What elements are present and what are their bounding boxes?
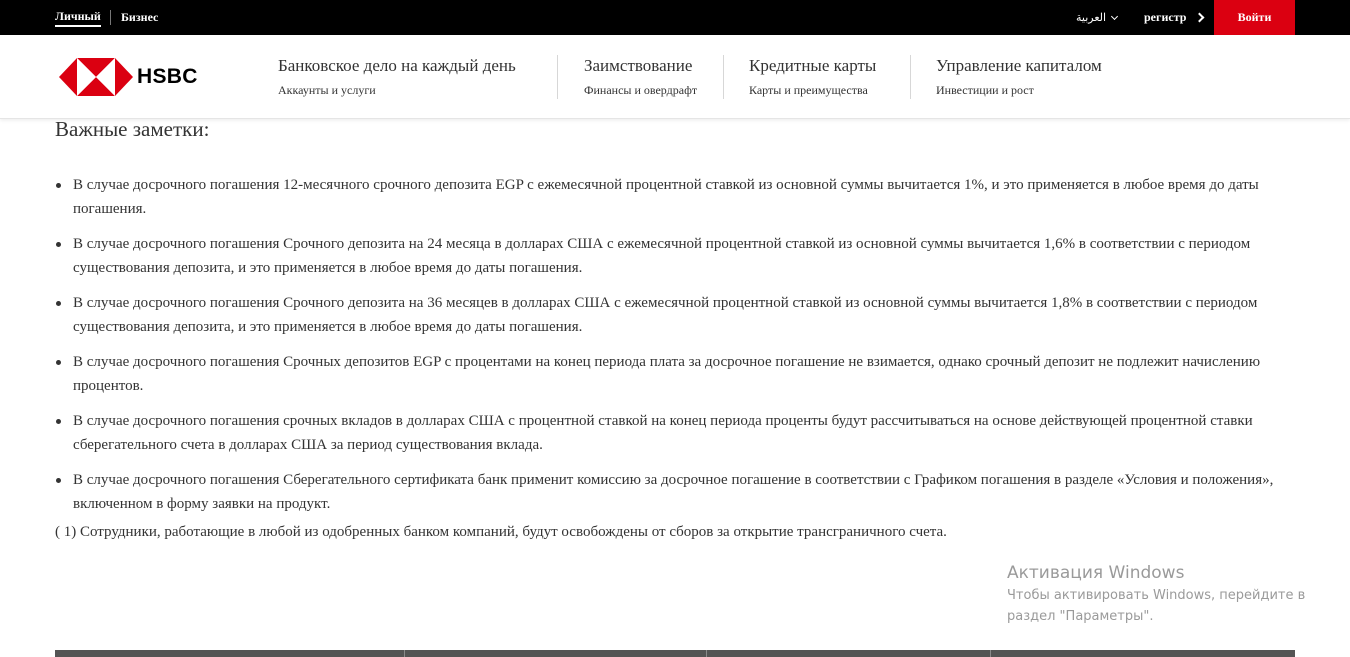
list-item: В случае досрочного погашения 12-месячного срочного депозита EGP с ежемесячной процентной ставкой из основной суммы вычитается 1%, и это применяется в любое время до даты погашения.: [55, 173, 1295, 221]
nav-title: Банковское дело на каждый день: [278, 56, 516, 75]
main-header: [0, 35, 1350, 119]
important-notes-section: [55, 117, 1295, 544]
nav-title: Заимствование: [584, 56, 693, 75]
watermark-line: раздел "Параметры".: [1007, 609, 1154, 624]
list-item: В случае досрочного погашения срочных вкладов в долларах США с процентной ставкой на конец периода проценты будут рассчитываться на основе действующей процентной ставки сберегательного счета в долларах США за период существования вклада.: [55, 409, 1295, 457]
brand-name: HSBC: [137, 65, 198, 88]
login-button[interactable]: Войти: [1214, 0, 1295, 35]
register-link[interactable]: [1144, 0, 1203, 35]
hsbc-logo-link[interactable]: [59, 57, 209, 97]
table-column-divider: [706, 650, 707, 657]
notes-list: [55, 173, 1295, 516]
watermark-line: Чтобы активировать Windows, перейдите в: [1007, 588, 1306, 603]
list-item: В случае досрочного погашения Срочного депозита на 36 месяцев в долларах США с ежемесячной процентной ставкой из основной суммы вычитается 1,8% в соответствии с периодом существования депозита, и это применяется в любое время до даты погашения.: [55, 291, 1295, 339]
nav-everyday-banking[interactable]: [278, 53, 516, 101]
windows-activation-watermark: [1007, 561, 1305, 627]
chevron-right-icon: [1195, 13, 1205, 23]
nav-borrowing[interactable]: [584, 53, 697, 101]
nav-subtitle: Карты и преимущества: [749, 83, 868, 97]
nav-divider: [723, 55, 724, 99]
footnote: ( 1) Сотрудники, работающие в любой из одобренных банком компаний, будут освобождены от сборов за открытие трансграничного счета.: [55, 524, 947, 540]
section-heading: Важные заметки:: [55, 117, 210, 141]
nav-credit-cards[interactable]: [749, 53, 876, 101]
nav-divider: [557, 55, 558, 99]
segment-personal-link[interactable]: [55, 0, 101, 35]
hsbc-hexagon-logo-icon: [59, 58, 133, 96]
nav-subtitle: Аккаунты и услуги: [278, 83, 376, 97]
nav-title: Кредитные карты: [749, 56, 877, 75]
register-label: регистр: [1144, 10, 1187, 24]
table-column-divider: [990, 650, 991, 657]
nav-wealth-management[interactable]: [936, 53, 1102, 101]
list-item: В случае досрочного погашения Сберегательного сертификата банк применит комиссию за досрочное погашение в соответствии с Графиком погашения в разделе «Условия и положения», включенном в форму заявки на продукт.: [55, 468, 1295, 516]
top-bar: [0, 0, 1350, 35]
language-selector[interactable]: [1076, 0, 1117, 35]
nav-divider: [910, 55, 911, 99]
list-item: В случае досрочного погашения Срочных депозитов EGP с процентами на конец периода плата за досрочное погашение не взимается, однако срочный депозит не подлежит начислению процентов.: [55, 350, 1295, 398]
segment-divider: [110, 10, 111, 25]
segment-business-link[interactable]: Бизнес: [121, 10, 159, 24]
segment-personal-label: Личный: [55, 8, 101, 27]
language-label: العربية: [1076, 12, 1107, 24]
table-header-strip: [55, 650, 1295, 657]
watermark-title: Активация Windows: [1007, 563, 1185, 583]
nav-subtitle: Финансы и овердрафт: [584, 83, 698, 97]
list-item: В случае досрочного погашения Срочного депозита на 24 месяца в долларах США с ежемесячной процентной ставкой из основной суммы вычитается 1,6% в соответствии с периодом существования депозита, и это применяется в любое время до даты погашения.: [55, 232, 1295, 280]
nav-title: Управление капиталом: [936, 56, 1102, 75]
nav-subtitle: Инвестиции и рост: [936, 83, 1034, 97]
chevron-down-icon: [1111, 12, 1118, 19]
table-column-divider: [404, 650, 405, 657]
